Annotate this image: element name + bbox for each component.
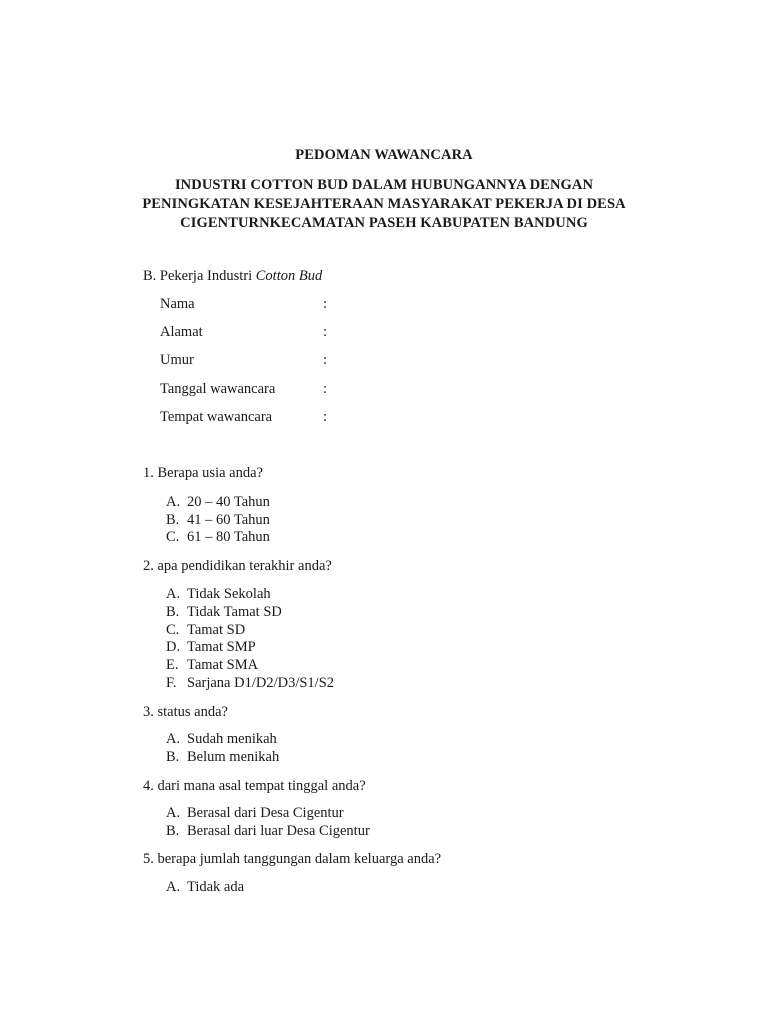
option-letter: B. (166, 512, 180, 528)
option-letter: C. (166, 622, 180, 638)
option-text: Tidak Tamat SD (187, 604, 282, 620)
option-letter: A. (166, 586, 181, 602)
option-text: 41 – 60 Tahun (187, 512, 270, 528)
page-title: PEDOMAN WAWANCARA (295, 147, 473, 163)
option-text: Tamat SD (187, 622, 246, 638)
option-text: Tamat SMP (187, 639, 256, 655)
option-letter: D. (166, 639, 181, 655)
option-text: Sudah menikah (187, 731, 277, 747)
field-colon-tanggal: : (323, 381, 328, 397)
option-letter: B. (166, 604, 180, 620)
field-colon-nama: : (323, 296, 328, 312)
option-letter: A. (166, 879, 181, 895)
option-text: Tidak ada (187, 879, 245, 895)
field-label-tempat: Tempat wawancara (160, 409, 273, 425)
document-subtitle (0, 176, 768, 233)
section-heading-prefix: B. Pekerja Industri (143, 268, 256, 284)
option-letter: F. (166, 675, 177, 691)
option-text: Berasal dari Desa Cigentur (187, 805, 344, 821)
option-letter: E. (166, 657, 179, 673)
field-label-alamat: Alamat (160, 324, 203, 340)
option-letter: C. (166, 529, 180, 545)
question-5: 5. berapa jumlah tanggungan dalam keluarga anda? (143, 851, 442, 867)
field-colon-tempat: : (323, 409, 328, 425)
option-text: Sarjana D1/D2/D3/S1/S2 (187, 675, 335, 691)
subtitle-line-3: CIGENTURNKECAMATAN PASEH KABUPATEN BANDUNG (180, 215, 588, 231)
option-text: Tidak Sekolah (187, 586, 271, 602)
question-3: 3. status anda? (143, 704, 228, 720)
question-2: 2. apa pendidikan terakhir anda? (143, 558, 332, 574)
option-text: 61 – 80 Tahun (187, 529, 270, 545)
option-letter: B. (166, 823, 180, 839)
field-label-umur: Umur (160, 352, 194, 368)
subtitle-line-2: PENINGKATAN KESEJAHTERAAN MASYARAKAT PEKERJA DI DESA (142, 196, 626, 212)
option-letter: A. (166, 805, 181, 821)
option-text: Berasal dari luar Desa Cigentur (187, 823, 370, 839)
question-1: 1. Berapa usia anda? (143, 465, 263, 481)
option-letter: B. (166, 749, 180, 765)
option-text: Tamat SMA (187, 657, 259, 673)
field-colon-umur: : (323, 352, 328, 368)
field-label-tanggal: Tanggal wawancara (160, 381, 276, 397)
option-letter: A. (166, 494, 181, 510)
question-4: 4. dari mana asal tempat tinggal anda? (143, 778, 366, 794)
field-colon-alamat: : (323, 324, 328, 340)
section-heading-italic: Cotton Bud (255, 268, 323, 284)
field-label-nama: Nama (160, 296, 195, 312)
subtitle-line-1: INDUSTRI COTTON BUD DALAM HUBUNGANNYA DENGAN (174, 177, 594, 193)
option-text: Belum menikah (187, 749, 280, 765)
option-letter: A. (166, 731, 181, 747)
option-text: 20 – 40 Tahun (187, 494, 270, 510)
section-heading (143, 268, 322, 285)
